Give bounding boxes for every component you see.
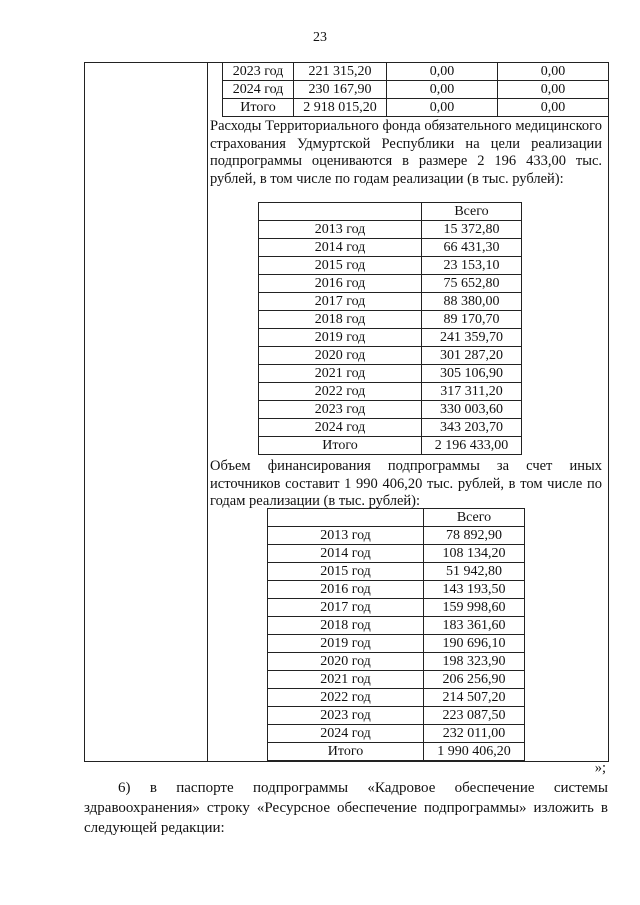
year-cell: Итого <box>268 743 424 761</box>
tfoms-table <box>258 202 522 455</box>
item-6-paragraph: 6) в паспорте подпрограммы «Кадровое обеспечение системы здравоохранения» строку «Ресурсное обеспечение подпрограммы» изложить в следующей редакции: <box>84 780 608 836</box>
year-cell: Итого <box>259 437 422 455</box>
table-row <box>268 707 525 725</box>
value-cell: 190 696,10 <box>424 635 525 653</box>
value-cell: 198 323,90 <box>424 653 525 671</box>
table-row <box>223 99 609 117</box>
table-row <box>268 563 525 581</box>
year-cell: 2013 год <box>268 527 424 545</box>
value-cell: 330 003,60 <box>422 401 522 419</box>
table-row <box>268 635 525 653</box>
value-cell: 301 287,20 <box>422 347 522 365</box>
year-cell: 2013 год <box>259 221 422 239</box>
table-row <box>223 81 609 99</box>
year-cell: 2017 год <box>268 599 424 617</box>
value-cell: 66 431,30 <box>422 239 522 257</box>
amount-cell: 0,00 <box>498 63 609 81</box>
year-cell: 2022 год <box>268 689 424 707</box>
table-row <box>268 653 525 671</box>
amount-cell: 0,00 <box>498 99 609 117</box>
column-divider <box>207 63 208 761</box>
year-cell: 2017 год <box>259 293 422 311</box>
other-sources-table <box>267 508 525 761</box>
table-row <box>259 365 522 383</box>
tfoms-paragraph: Расходы Территориального фонда обязательного медицинского страхования Удмуртской Республики на цели реализации подпрограммы оцениваются в размере 2 196 433,00 тыс. рублей, в том числе по годам реализации (в тыс. рублей): <box>210 118 602 187</box>
table-row <box>259 221 522 239</box>
table-row <box>259 437 522 455</box>
table-row <box>259 419 522 437</box>
table-row <box>259 347 522 365</box>
value-cell: 89 170,70 <box>422 311 522 329</box>
year-cell: 2014 год <box>268 545 424 563</box>
page-number: 23 <box>313 30 327 45</box>
table-row <box>259 239 522 257</box>
table-row <box>268 743 525 761</box>
year-cell: 2022 год <box>259 383 422 401</box>
value-cell: 241 359,70 <box>422 329 522 347</box>
year-cell: 2015 год <box>268 563 424 581</box>
value-cell: 159 998,60 <box>424 599 525 617</box>
table-row <box>268 581 525 599</box>
table-row <box>259 311 522 329</box>
header-total-cell: Всего <box>424 509 525 527</box>
year-cell: Итого <box>223 99 294 117</box>
value-cell: 2 196 433,00 <box>422 437 522 455</box>
closing-quote: »; <box>594 760 606 776</box>
other-sources-paragraph: Объем финансирования подпрограммы за счет иных источников составит 1 990 406,20 тыс. рублей, в том числе по годам реализации (в тыс. рублей): <box>210 458 602 509</box>
table-row <box>268 545 525 563</box>
amount-cell: 0,00 <box>387 81 498 99</box>
value-cell: 78 892,90 <box>424 527 525 545</box>
amount-cell: 230 167,90 <box>294 81 387 99</box>
amount-cell: 221 315,20 <box>294 63 387 81</box>
year-cell: 2018 год <box>259 311 422 329</box>
table-row <box>268 617 525 635</box>
value-cell: 223 087,50 <box>424 707 525 725</box>
header-blank-cell <box>268 509 424 527</box>
table-header-row <box>268 509 525 527</box>
year-cell: 2014 год <box>259 239 422 257</box>
header-blank-cell <box>259 203 422 221</box>
year-cell: 2018 год <box>268 617 424 635</box>
funding-table-top <box>222 62 609 117</box>
table-row <box>268 671 525 689</box>
table-header-row <box>259 203 522 221</box>
value-cell: 75 652,80 <box>422 275 522 293</box>
year-cell: 2021 год <box>268 671 424 689</box>
table-row <box>268 599 525 617</box>
year-cell: 2024 год <box>268 725 424 743</box>
table-row <box>268 527 525 545</box>
value-cell: 317 311,20 <box>422 383 522 401</box>
table-row <box>259 383 522 401</box>
year-cell: 2023 год <box>259 401 422 419</box>
year-cell: 2023 год <box>223 63 294 81</box>
amount-cell: 2 918 015,20 <box>294 99 387 117</box>
amount-cell: 0,00 <box>387 63 498 81</box>
value-cell: 206 256,90 <box>424 671 525 689</box>
value-cell: 108 134,20 <box>424 545 525 563</box>
table-row <box>259 293 522 311</box>
table-row <box>259 275 522 293</box>
year-cell: 2020 год <box>259 347 422 365</box>
year-cell: 2015 год <box>259 257 422 275</box>
value-cell: 88 380,00 <box>422 293 522 311</box>
year-cell: 2019 год <box>268 635 424 653</box>
value-cell: 15 372,80 <box>422 221 522 239</box>
table-row <box>259 401 522 419</box>
year-cell: 2021 год <box>259 365 422 383</box>
year-cell: 2024 год <box>259 419 422 437</box>
value-cell: 143 193,50 <box>424 581 525 599</box>
table-row <box>259 257 522 275</box>
year-cell: 2020 год <box>268 653 424 671</box>
value-cell: 214 507,20 <box>424 689 525 707</box>
year-cell: 2023 год <box>268 707 424 725</box>
table-row <box>268 689 525 707</box>
value-cell: 23 153,10 <box>422 257 522 275</box>
year-cell: 2016 год <box>268 581 424 599</box>
year-cell: 2024 год <box>223 81 294 99</box>
header-total-cell: Всего <box>422 203 522 221</box>
table-row <box>259 329 522 347</box>
value-cell: 305 106,90 <box>422 365 522 383</box>
year-cell: 2016 год <box>259 275 422 293</box>
year-cell: 2019 год <box>259 329 422 347</box>
amount-cell: 0,00 <box>498 81 609 99</box>
amount-cell: 0,00 <box>387 99 498 117</box>
table-row <box>223 63 609 81</box>
value-cell: 1 990 406,20 <box>424 743 525 761</box>
value-cell: 232 011,00 <box>424 725 525 743</box>
value-cell: 343 203,70 <box>422 419 522 437</box>
table-row <box>268 725 525 743</box>
value-cell: 183 361,60 <box>424 617 525 635</box>
value-cell: 51 942,80 <box>424 563 525 581</box>
